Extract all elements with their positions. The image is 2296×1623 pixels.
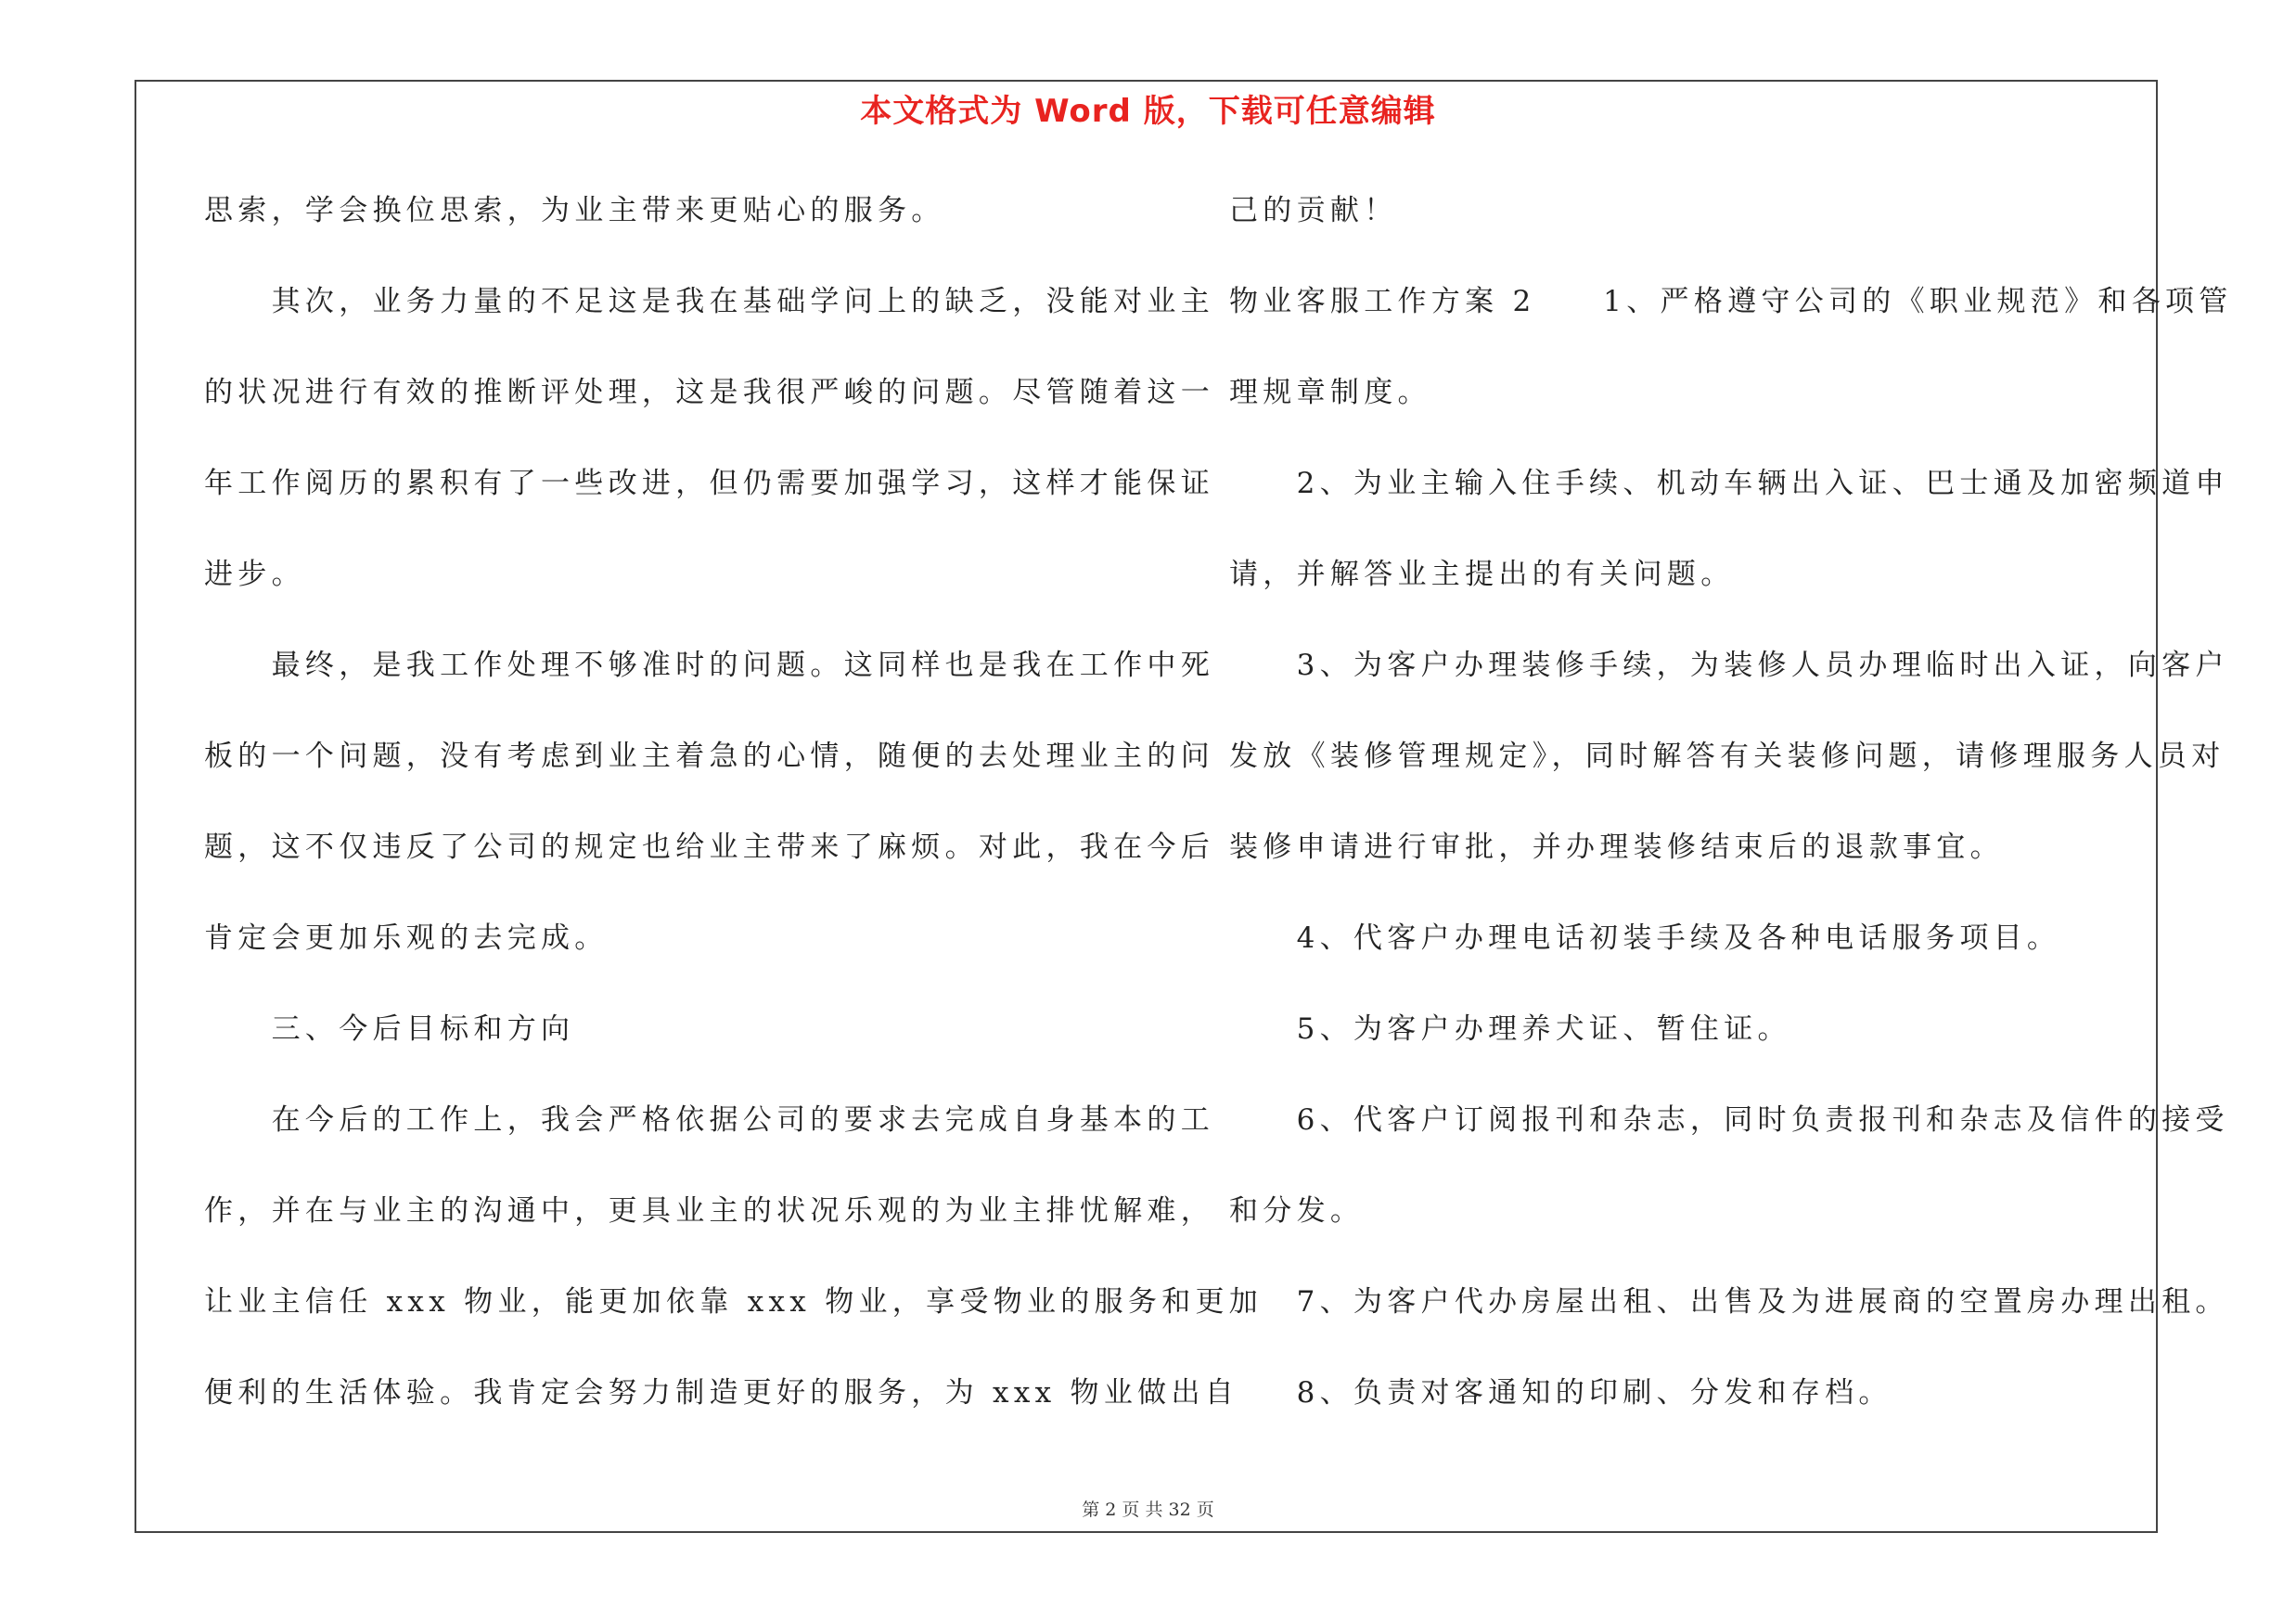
- text-line: 发放《装修管理规定》，同时解答有关装修问题，请修理服务人员对: [1229, 740, 2225, 773]
- text-line: 在今后的工作上，我会严格依据公司的要求去完成自身基本的工: [204, 1103, 1214, 1137]
- left-column: [204, 184, 1263, 1457]
- text-line: 的状况进行有效的推断评处理，这是我很严峻的问题。尽管随着这一: [204, 376, 1214, 409]
- text-line: 3、为客户办理装修手续，为装修人员办理临时出入证，向客户: [1229, 649, 2229, 682]
- text-line: 7、为客户代办房屋出租、出售及为进展商的空置房办理出租。: [1229, 1285, 2229, 1319]
- text-line: 最终，是我工作处理不够准时的问题。这同样也是我在工作中死: [204, 649, 1214, 682]
- text-line: 请，并解答业主提出的有关问题。: [1229, 558, 1735, 591]
- text-line: 2、为业主输入住手续、机动车辆出入证、巴士通及加密频道申: [1229, 467, 2229, 500]
- text-line: 物业客服工作方案 2 1、严格遵守公司的《职业规范》和各项管: [1229, 285, 2233, 318]
- text-line: 其次，业务力量的不足这是我在基础学问上的缺乏，没能对业主: [204, 285, 1214, 318]
- text-line: 题，这不仅违反了公司的规定也给业主带来了麻烦。对此，我在今后: [204, 831, 1214, 864]
- text-line: 年工作阅历的累积有了一些改进，但仍需要加强学习，这样才能保证: [204, 467, 1214, 500]
- text-line: 作，并在与业主的沟通中，更具业主的状况乐观的为业主排忧解难，: [204, 1194, 1214, 1228]
- text-line: 便利的生活体验。我肯定会努力制造更好的服务，为 xxx 物业做出自: [204, 1376, 1239, 1410]
- text-line: 进步。: [204, 558, 305, 591]
- text-line: 思索，学会换位思索，为业主带来更贴心的服务。: [204, 194, 945, 227]
- text-line: 理规章制度。: [1229, 376, 1431, 409]
- page-number-footer: 第 2 页 共 32 页: [1082, 1500, 1214, 1520]
- text-line: 8、负责对客通知的印刷、分发和存档。: [1229, 1376, 1892, 1410]
- format-banner: 本文格式为 Word 版，下载可任意编辑: [860, 93, 1436, 130]
- text-line: 5、为客户办理养犬证、暂住证。: [1229, 1012, 1791, 1046]
- section-heading: 三、今后目标和方向: [204, 1012, 575, 1046]
- text-line: 装修申请进行审批，并办理装修结束后的退款事宜。: [1229, 831, 2004, 864]
- text-line: 己的贡献！: [1229, 194, 1398, 227]
- text-line: 6、代客户订阅报刊和杂志，同时负责报刊和杂志及信件的接受: [1229, 1103, 2229, 1137]
- right-column: [1229, 184, 2233, 1457]
- text-line: 板的一个问题，没有考虑到业主着急的心情，随便的去处理业主的问: [204, 740, 1214, 773]
- text-line: 肯定会更加乐观的去完成。: [204, 921, 609, 955]
- text-line: 让业主信任 xxx 物业，能更加依靠 xxx 物业，享受物业的服务和更加: [204, 1285, 1263, 1319]
- text-line: 和分发。: [1229, 1194, 1365, 1228]
- text-line: 4、代客户办理电话初装手续及各种电话服务项目。: [1229, 921, 2061, 955]
